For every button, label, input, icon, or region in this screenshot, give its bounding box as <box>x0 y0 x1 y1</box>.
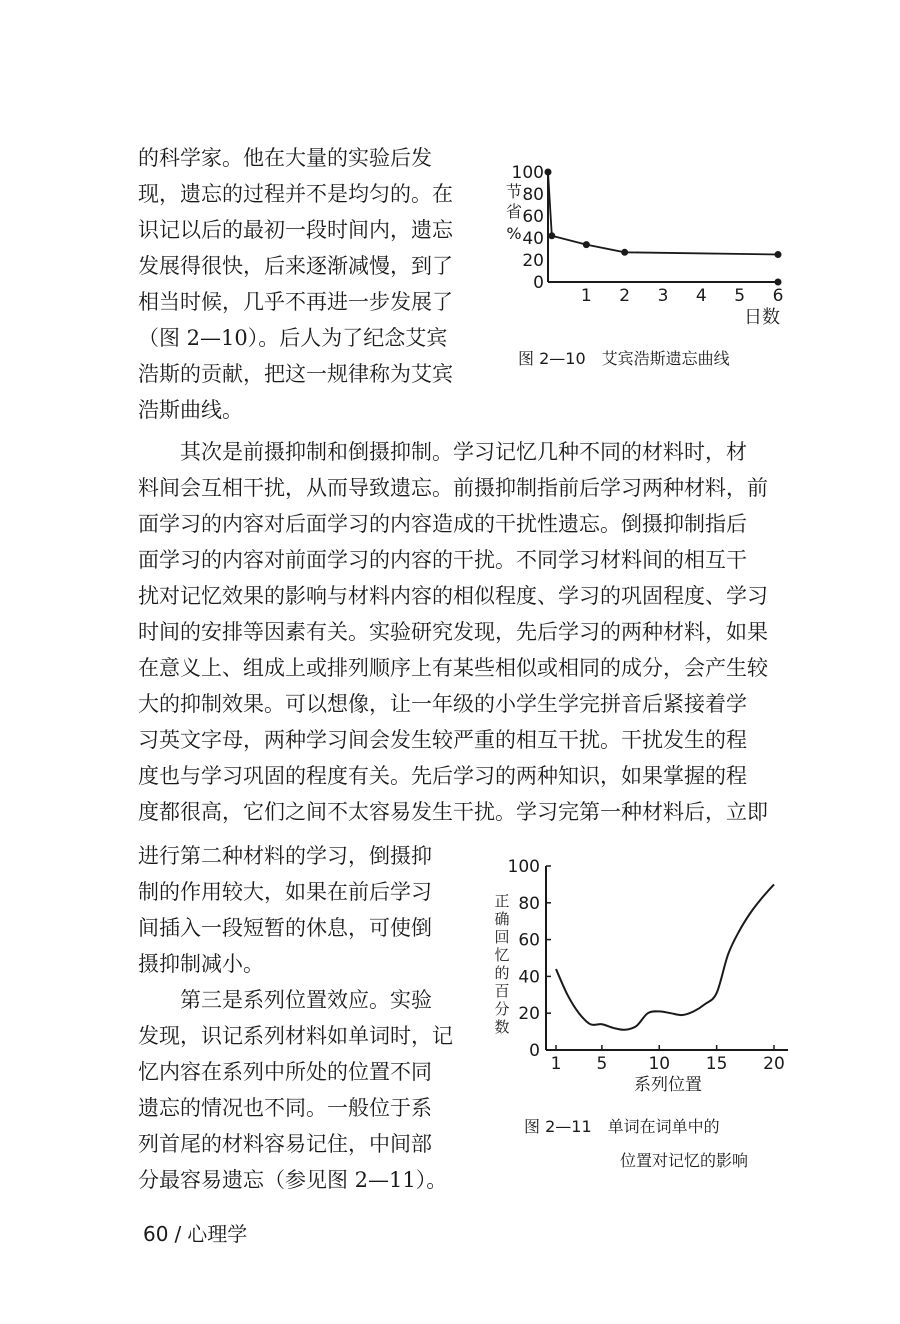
paragraph-retroactive-rest <box>138 838 432 982</box>
svg-text:确: 确 <box>494 910 510 928</box>
x-tick-label: 1 <box>550 1054 562 1074</box>
text-line: 浩斯曲线。 <box>138 398 243 422</box>
x-tick-label: 15 <box>705 1054 728 1074</box>
text-line: 忆内容在系列中所处的位置不同 <box>138 1060 432 1084</box>
x-tick-label: 5 <box>596 1054 608 1074</box>
text-line: 发展得很快，后来逐渐减慢，到了 <box>138 254 453 278</box>
x-axis-label: 系列位置 <box>634 1075 702 1095</box>
y-tick-label: 60 <box>518 930 540 951</box>
svg-text:分: 分 <box>494 1000 510 1018</box>
text-line: 摄抑制减小。 <box>138 952 264 976</box>
y-axis-label: 省 <box>505 202 523 221</box>
x-tick-label: 1 <box>580 286 592 306</box>
x-tick-label: 4 <box>695 286 707 306</box>
text-line: 其次是前摄抑制和倒摄抑制。学习记忆几种不同的材料时，材 <box>180 440 747 464</box>
y-tick-label: 80 <box>522 185 544 205</box>
y-tick-label: 0 <box>529 1041 540 1061</box>
text-line: 现，遗忘的过程并不是均匀的。在 <box>138 182 453 206</box>
chart-axes <box>548 170 780 282</box>
page-footer <box>143 1218 247 1247</box>
paragraph-serial-position <box>138 982 453 1198</box>
data-point <box>583 241 590 248</box>
page-number: 60 <box>143 1222 169 1246</box>
book-title: 心理学 <box>187 1222 248 1246</box>
text-line: 习英文字母，两种学习间会发生较严重的相互干扰。干扰发生的程 <box>138 728 747 752</box>
y-axis-label: 节 <box>505 182 523 201</box>
svg-text:数: 数 <box>494 1018 510 1036</box>
text-line: 浩斯的贡献，把这一规律称为艾宾 <box>138 362 453 386</box>
figure-2-11-caption-line1: 图 2—11 单词在词单中的 <box>524 1117 720 1136</box>
x-tick-label: 3 <box>657 286 669 306</box>
y-tick-label: 0 <box>533 273 544 293</box>
y-tick-label: 100 <box>511 163 544 183</box>
x-tick-label: 10 <box>648 1054 671 1074</box>
text-line: 面学习的内容对后面学习的内容造成的干扰性遗忘。倒摄抑制指后 <box>138 512 747 536</box>
svg-text:忆: 忆 <box>494 946 510 964</box>
y-tick-label: 80 <box>518 893 540 914</box>
y-tick-label: 60 <box>522 207 544 227</box>
figure-2-11-serial-position-curve <box>488 852 798 1102</box>
svg-text:回: 回 <box>494 928 510 946</box>
footer-separator: / <box>174 1222 182 1246</box>
x-axis-label: 日数 <box>744 307 780 328</box>
svg-text:正: 正 <box>494 892 510 910</box>
series-line <box>556 884 774 1029</box>
y-tick-label: 20 <box>518 1004 540 1025</box>
text-line: 在意义上、组成上或排列顺序上有某些相似或相同的成分，会产生较 <box>138 656 768 680</box>
text-line: 发现，识记系列材料如单词时，记 <box>138 1024 453 1048</box>
text-line: 第三是系列位置效应。实验 <box>180 988 432 1012</box>
figure-2-11-caption-line2: 位置对记忆的影响 <box>620 1151 749 1170</box>
figure-2-10-forgetting-curve <box>490 160 790 335</box>
text-line: 度都很高，它们之间不太容易发生干扰。学习完第一种材料后，立即 <box>138 800 768 824</box>
y-axis-label <box>494 892 509 1036</box>
text-line: 度也与学习巩固的程度有关。先后学习的两种知识，如果掌握的程 <box>138 764 747 788</box>
x-tick-label: 2 <box>619 286 631 306</box>
data-point <box>545 169 552 176</box>
data-point <box>621 249 628 256</box>
text-line: 遗忘的情况也不同。一般位于系 <box>138 1096 432 1120</box>
x-tick-label: 6 <box>772 286 784 306</box>
text-line: 进行第二种材料的学习，倒摄抑 <box>138 844 432 868</box>
text-line: 的科学家。他在大量的实验后发 <box>138 146 432 170</box>
text-line: 料间会互相干扰，从而导致遗忘。前摄抑制指前后学习两种材料，前 <box>138 476 768 500</box>
text-line: 列首尾的材料容易记住，中间部 <box>138 1132 432 1156</box>
paragraph-interference <box>138 434 768 830</box>
x-tick-label: 20 <box>763 1054 785 1074</box>
x-tick-label: 5 <box>734 286 746 306</box>
paragraph-ebbinghaus <box>138 140 453 428</box>
y-axis-label: % <box>506 224 522 243</box>
text-line: 间插入一段短暂的休息，可使倒 <box>138 916 432 940</box>
text-line: 时间的安排等因素有关。实验研究发现，先后学习的两种材料，如果 <box>138 620 768 644</box>
text-line: （图 2—10）。后人为了纪念艾宾 <box>138 326 448 350</box>
text-line: 大的抑制效果。可以想像，让一年级的小学生学完拼音后紧接着学 <box>138 692 747 716</box>
y-tick-label: 40 <box>522 229 544 249</box>
chart-axes <box>546 866 788 1050</box>
text-line: 扰对记忆效果的影响与材料内容的相似程度、学习的巩固程度、学习 <box>138 584 768 608</box>
svg-text:百: 百 <box>494 982 510 1000</box>
text-line: 面学习的内容对前面学习的内容的干扰。不同学习材料间的相互干 <box>138 548 747 572</box>
text-line: 相当时候，几乎不再进一步发展了 <box>138 290 453 314</box>
text-line: 分最容易遗忘（参见图 2—11）。 <box>138 1168 448 1192</box>
svg-text:的: 的 <box>494 964 510 982</box>
data-point <box>775 251 782 258</box>
data-point <box>548 232 555 239</box>
text-line: 制的作用较大，如果在前后学习 <box>138 880 432 904</box>
y-tick-label: 40 <box>518 967 540 988</box>
figure-2-10-caption: 图 2—10 艾宾浩斯遗忘曲线 <box>518 349 730 368</box>
y-tick-label: 20 <box>522 251 544 271</box>
text-line: 识记以后的最初一段时间内，遗忘 <box>138 218 453 242</box>
series-line <box>548 172 778 255</box>
y-tick-label: 100 <box>507 857 540 877</box>
data-point <box>775 279 782 286</box>
